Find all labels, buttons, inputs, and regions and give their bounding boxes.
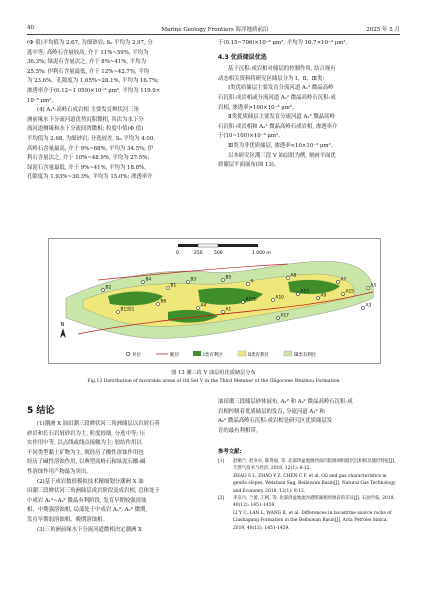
- body-line: 经历了碱性溶蚀作用, 以典型高岭石和绿泥石酸-碱: [27, 459, 146, 466]
- body-line: 以本研究区潮三段 V 油层组为例, 刻画平面优: [228, 152, 336, 159]
- body-line: 不同类型黏土矿物为主, 既经历了酸性溶蚀作用也: [27, 449, 144, 456]
- body-line: (3)三角洲前缘水下分流河道微相决定潮洲 X: [37, 526, 142, 533]
- well-label: A8: [290, 273, 297, 279]
- body-line: 石沉积-成岩相或分流河道 A₂² 微晶高岭石沉积-成: [218, 94, 336, 101]
- left-column-top: [27, 39, 208, 183]
- legend-label: Ⅲ类有利区: [294, 353, 317, 358]
- references: [218, 445, 400, 532]
- body-line: 25.5%; 伊利石含量最低, 介于 12%~42.7%, 平均: [27, 68, 150, 75]
- body-line: 36.3%; 绿泥石含量次之, 介于 8%~41%, 平均为: [27, 59, 146, 66]
- scale-label: 250: [194, 251, 203, 256]
- well-marker: [101, 288, 104, 291]
- body-line: 田潮三段辫状河三角洲储层成岩阶段及成岩相, 总体处于: [27, 488, 160, 495]
- references-heading: 参考文献:: [218, 449, 242, 455]
- well-marker: [196, 306, 199, 309]
- well-marker: [221, 310, 224, 313]
- body-line: 为 23.6%。孔隙度为 1.65%~28.1%, 平均为 16.7%;: [27, 78, 159, 85]
- body-line: 10⁻³ μm²。: [27, 97, 57, 104]
- north-label: N: [60, 322, 65, 328]
- body-line: Ⅲ类为非优质储层, 渗透率<10×10⁻³ μm²。: [228, 142, 337, 149]
- scale-label: 1 000 m: [252, 251, 271, 256]
- scale-label: 500: [214, 251, 223, 256]
- scale-label: 0: [176, 251, 179, 256]
- well-marker: [141, 280, 144, 283]
- body-line: 平均值为 2.68, 为细砂岩; 分选较差, S₀ 平均为 4.00。: [27, 135, 159, 142]
- section-heading: 4.3 优质储层优选: [218, 53, 267, 61]
- reference-item: LI Y C, LAN L, WANG K, et al. Differences in lacustrine source rocks of Liushagang Formation in the Beibuwan Basin[J]. Acta Petrolei Sinica, 2019, 40(12): 1451-1459.: [233, 510, 392, 531]
- well-marker: [341, 292, 344, 295]
- reference-item: [1] 赵顺兰, 赵亚卓, 陈得福, 等. 北部湾盆地涠西南凹陷涠洲组储层沉积相及储层特征[J]. 天然气技术与经济, 2018, 12(1): 8-12.: [218, 459, 396, 472]
- well-label: A9: [320, 293, 327, 299]
- body-line: 砂岩和长石岩屑砂岩为主, 粒度较细, 分选中等; 压: [27, 430, 146, 437]
- body-line: 岩相, 渗透率>100×10⁻³ μm²。: [218, 104, 298, 111]
- legend-label: Ⅱ类有利区: [248, 353, 270, 358]
- body-line: 岩相控制着优质储层的发育, 分流河道 A₁² 和: [218, 408, 325, 415]
- right-column-top: [218, 39, 400, 171]
- well-marker: [336, 280, 339, 283]
- well-label: A1: [225, 307, 232, 313]
- well-label: B1351: [120, 307, 135, 313]
- body-line: 基于沉积-成岩相对储层的控制作用, 结合现有: [228, 66, 336, 73]
- favorable-area-map: [48, 238, 381, 364]
- well-marker: [361, 306, 364, 309]
- legend-label: 断层: [170, 353, 179, 358]
- well-label: A4: [200, 303, 207, 309]
- section-heading-conclusion: 5 结论: [27, 406, 55, 416]
- journal-name: Marine Geology Frontiers 海洋地质前沿: [161, 27, 269, 33]
- body-line: (Φ 值)平均值为 2.67, 为细砂岩; S₀ 平均为 2.97, 分: [27, 40, 153, 46]
- body-line: 实作用中等, 以点线或线点接触为主; 胶结作用以: [27, 440, 142, 447]
- well-label: A5: [370, 283, 377, 289]
- body-line: 发育早期弱溶蚀相、晚期溶蚀相。: [27, 516, 108, 523]
- body-line: 高岭石含量最高, 介于 9%~68%, 平均为 34.5%; 伊: [27, 145, 154, 152]
- well-label: B5: [225, 275, 232, 281]
- body-line: A₂² 微晶高岭石沉积-成岩相是研究区优质储层发: [218, 418, 333, 425]
- body-line: 洲前缘水下分流河道优势沉积微相, 其次为水下分: [27, 116, 144, 123]
- figure-caption-en: Fig.13 Distribution of favorable areas of Oil Set V in the Third Member of the Oligocene Weizhou Formation: [87, 379, 340, 384]
- well-marker: [116, 310, 119, 313]
- header-rule: [27, 34, 400, 35]
- legend-class-iii-swatch: [284, 351, 292, 356]
- well-label: A12b: [245, 297, 257, 303]
- legend-well-symbol: [126, 352, 130, 356]
- well-marker: [186, 280, 189, 283]
- body-line: (4) A₁⁴-高岭石成岩相 主要发育辫状河三角: [37, 107, 139, 114]
- body-line: 绿泥石含量最低, 介于 9%~41%, 平均为 18.8%。: [27, 164, 150, 171]
- well-label: A: [250, 279, 254, 285]
- well-label: A13: [300, 289, 309, 295]
- body-line: 渗透率介于(0.12~1 059)×10⁻³ μm², 平均为 119.9×: [27, 87, 161, 94]
- well-marker: [156, 302, 159, 305]
- body-line: 选中等; 高岭石含量较高, 介于 11%~59%, 平均为: [27, 49, 149, 56]
- body-line: 孔隙度为 1.93%~30.3%, 平均为 15.0%; 渗透率介: [27, 174, 153, 181]
- body-line: 石沉积-成岩相和 A₂² 微晶高岭石成岩相, 渗透率介: [218, 123, 338, 130]
- well-label: A10: [275, 295, 284, 301]
- reference-list: [218, 458, 400, 532]
- well-marker: [296, 292, 299, 295]
- well-marker: [241, 300, 244, 303]
- well-label: A3: [365, 303, 372, 309]
- body-line: 于(0.15~706)×10⁻³ μm², 平均为 16.7×10⁻³ μm²。: [218, 40, 351, 46]
- body-line: (2)基于成岩数值模拟技术精细划分潮洲 X 油: [37, 478, 144, 485]
- page-number: 40: [27, 25, 34, 31]
- body-line: Ⅱ类优质储层主要发育分流河道 A₁² 微晶高岭: [228, 114, 335, 121]
- well-label: B6: [160, 299, 167, 305]
- well-label: B4: [145, 277, 152, 283]
- well-label: B3: [190, 277, 197, 283]
- body-line: (1)潮洲 X 油田潮三段辫状河三角洲储层以岩屑石英: [37, 421, 160, 427]
- body-line: 利石含量次之, 介于 10%~48.9%, 平均为 27.5%;: [27, 155, 150, 162]
- figure-caption-cn: 图 13 潮三段 V 油层组优质储层分布: [171, 370, 256, 376]
- body-line: 油田潮三段储层砂体展布, A₁² 和 A₂² 微晶高岭石沉积-成: [218, 399, 353, 405]
- legend-label: Ⅰ类有利区: [203, 353, 223, 358]
- legend-label: 井位: [132, 353, 141, 358]
- body-line: 相、中期强溶蚀相, 局部处于中成岩 A₁², A₂² 微期,: [27, 507, 148, 514]
- well-marker: [276, 316, 279, 319]
- body-line: 中成岩 A₁³~A₂² 微晶有利阶段, 发育早期较强溶蚀: [27, 497, 147, 504]
- body-line: Ⅰ类优质储层主要发育分流河道 A₁² 微晶高岭: [228, 85, 334, 92]
- legend-class-ii-swatch: [238, 351, 246, 356]
- body-line: 质储层平面展布(图 13)。: [218, 162, 280, 169]
- well-label: A15: [345, 289, 354, 295]
- well-marker: [166, 286, 169, 289]
- reference-item: [2] 李友川, 兰蕾, 王柯, 等. 北部湾盆地流沙港组湖相烃源岩的差异[J]. 石油学报, 2019, 40(12): 1451-1459.: [218, 496, 395, 509]
- well-label: B2: [105, 285, 112, 291]
- well-marker: [286, 276, 289, 279]
- well-label: A17: [280, 313, 289, 319]
- well-marker: [221, 278, 224, 281]
- body-line: 育的最有利相带。: [218, 427, 262, 434]
- well-marker: [316, 296, 319, 299]
- well-label: B1: [170, 283, 177, 289]
- body-line: 于(10~100)×10⁻³ μm²。: [218, 133, 284, 140]
- reference-item: ZHAO S L, ZHAO Y Z, CHEN C F, et al. Oil and gas characteristics in gentle slopes, Weixinan Sag, Beibuwan Basin[J]. Natural Gas Technology and Economy, 2018, 12(1): 8-12.: [233, 473, 396, 494]
- issue-date: 2025 年 5 月: [366, 27, 400, 33]
- well-marker: [271, 298, 274, 301]
- body-line: 性溶蚀作用产物最为突出。: [27, 468, 92, 475]
- legend-class-i-swatch: [193, 351, 201, 356]
- body-line: 动态相关资料将研究区储层分为 Ⅰ、Ⅱ、Ⅲ类:: [218, 75, 325, 82]
- left-column-bottom: [27, 420, 208, 535]
- right-column-bottom: [218, 398, 400, 436]
- well-marker: [246, 282, 249, 285]
- well-marker: [366, 286, 369, 289]
- well-label: A7: [340, 277, 347, 283]
- body-line: 流河道侧缘和水下分流间湾微相; 粒度中值(Φ 值): [27, 126, 144, 133]
